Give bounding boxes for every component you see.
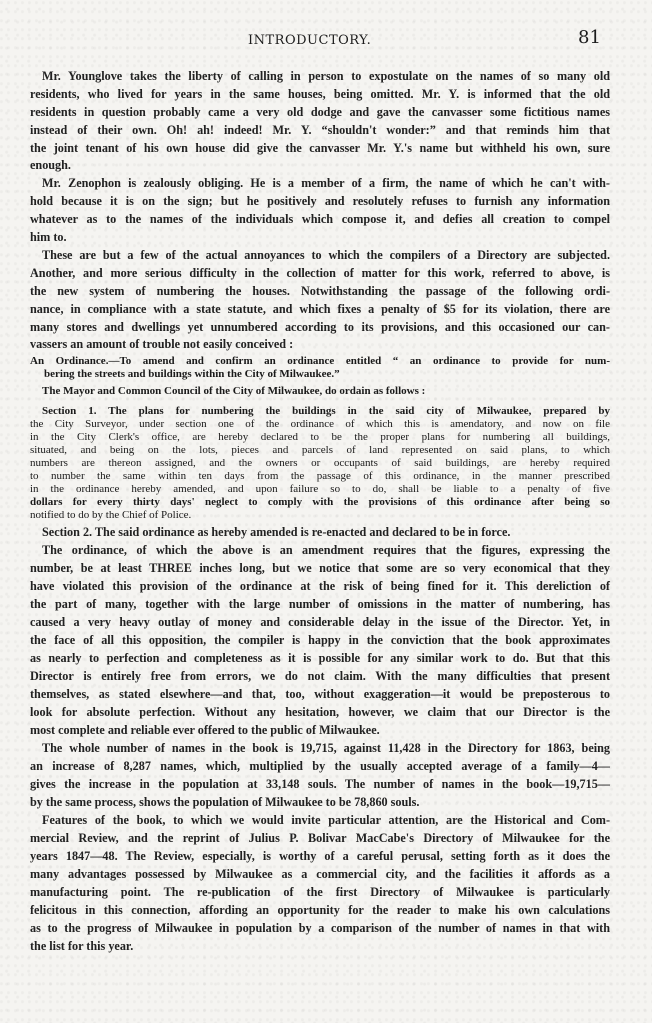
text-line: the list for this year.: [30, 939, 134, 953]
page-number: 81: [578, 27, 601, 48]
text-line: gives the increase in the population at 33,148 souls. The number of names in the book—19,715—: [30, 777, 610, 791]
text-line: the City Surveyor, under section one of the ordinance of which this is amendatory, and now on file: [30, 418, 610, 430]
text-line: felicitous in this connection, affording an opportunity for the reader to make his own calculations: [30, 903, 610, 917]
text-line: The ordinance, of which the above is an amendment requires that the figures, expressing the: [42, 543, 610, 557]
text-line: look for absolute perfection. Without any hesitation, however, we claim that our Director is the: [30, 705, 610, 719]
text-line: mercial Review, and the reprint of Julius P. Bolivar MacCabe's Directory of Milwaukee for the: [30, 831, 610, 845]
text-line: caused a very heavy outlay of money and considerable delay in the issue of the Director. Yet, in: [30, 615, 610, 629]
text-line: vassers an amount of trouble not easily conceived :: [30, 337, 294, 351]
text-line: The whole number of names in the book is 19,715, against 11,428 in the Directory for 1863, being: [42, 741, 610, 755]
text-line: residents, who lived for years in the same houses, being omitted. Mr. Y. is informed that the old: [30, 87, 610, 101]
text-line: many advantages possessed by Milwaukee as a commercial city, and the facilities it affords as a: [30, 867, 610, 881]
text-line: Mr. Younglove takes the liberty of calling in person to expostulate on the names of so many old: [42, 69, 610, 83]
text-line: numbers are thereon assigned, and the owners or occupants of said buildings, are hereby required: [30, 457, 610, 469]
text-line: in the ordinance hereby amended, and upon failure so to do, shall be liable to a penalty of five: [30, 483, 610, 495]
text-line: as nearly to perfection and completeness as it is possible for any similar work to do. But that this: [30, 651, 610, 665]
text-line: him to.: [30, 230, 67, 244]
text-line: number, be at least THREE inches long, but we notice that some are so very economical that they: [30, 561, 610, 575]
text-line: the joint tenant of his own house did give the canvasser Mr. Y.'s name but withheld his own, sure: [30, 141, 610, 155]
page-header: [0, 26, 652, 56]
text-line: Director is entirely free from errors, we do not claim. With the many difficulties that present: [30, 669, 610, 683]
text-line: dollars for every thirty days' neglect to comply with the provisions of this ordinance after being so: [30, 496, 610, 508]
text-line: themselves, as stated elsewhere—and that, too, without exaggeration—it would be preposterous to: [30, 687, 610, 701]
text-line: hold because it is on the sign; but he positively and resolutely refuses to furnish any information: [30, 194, 610, 208]
text-line: Section 2. The said ordinance as hereby amended is re-enacted and declared to be in force.: [42, 525, 511, 539]
text-line: These are but a few of the actual annoyances to which the compilers of a Directory are subjected.: [42, 248, 610, 262]
text-line: manufacturing point. The re-publication of the first Directory of Milwaukee is particularly: [30, 885, 610, 899]
text-line: Features of the book, to which we would invite particular attention, are the Historical and Com-: [42, 813, 610, 827]
text-line: Section 1. The plans for numbering the buildings in the said city of Milwaukee, prepared by: [42, 405, 610, 417]
text-line: to number the same within ten days from the passage of this ordinance, in the manner prescribed: [30, 470, 610, 482]
text-line: notified to do by the Chief of Police.: [30, 509, 192, 521]
text-line: nance, in compliance with a state statute, and which fixes a penalty of $5 for its violation, there are: [30, 302, 610, 316]
text-line: whatever as to the names of the individuals which compose it, and defies all creation to compel: [30, 212, 610, 226]
text-line: enough.: [30, 158, 71, 172]
text-line: An Ordinance.—To amend and confirm an ordinance entitled “ an ordinance to provide for num-: [30, 355, 610, 367]
text-line: in the City Clerk's office, are hereby declared to be the proper plans for numbering all buildings,: [30, 431, 610, 443]
text-line: instead of their own. Oh! ah! indeed! Mr. Y. “shouldn't wonder:” and that reminds him that: [30, 123, 610, 137]
text-line: the face of all this opposition, the compiler is happy in the conviction that the book approximates: [30, 633, 610, 647]
running-head: INTRODUCTORY.: [248, 33, 372, 48]
text-line: The Mayor and Common Council of the City of Milwaukee, do ordain as follows :: [42, 385, 426, 397]
text-line: many stores and dwellings yet unnumbered according to its provisions, and this occasioned our can-: [30, 320, 610, 334]
text-line: the new system of numbering the houses. Notwithstanding the passage of the following ordi-: [30, 284, 610, 298]
text-line: as to the progress of Milwaukee in population by a comparison of the number of names in that with: [30, 921, 610, 935]
text-line: Mr. Zenophon is zealously obliging. He is a member of a firm, the name of which he can't with-: [42, 176, 610, 190]
text-line: most complete and reliable ever offered to the public of Milwaukee.: [30, 723, 380, 737]
text-line: residents in question probably came a very old dodge and gave the canvasser some fictitious names: [30, 105, 610, 119]
text-line: bering the streets and buildings within the City of Milwaukee.”: [44, 368, 340, 380]
text-line: have violated this provision of the ordinance at the risk of being fined for it. This dereliction of: [30, 579, 610, 593]
text-line: years 1847—48. The Review, especially, is worthy of a careful perusal, setting forth as it does the: [30, 849, 610, 863]
text-line: an increase of 8,287 names, which, multiplied by the usually accepted average of a family—4—: [30, 759, 610, 773]
text-line: the part of many, together with the large number of omissions in the matter of numbering, has: [30, 597, 610, 611]
text-line: situated, and being on the lots, pieces and parcels of land represented on said plans, to which: [30, 444, 610, 456]
text-line: by the same process, shows the population of Milwaukee to be 78,860 souls.: [30, 795, 420, 809]
text-line: Another, and more serious difficulty in the collection of matter for this work, referred to above, is: [30, 266, 610, 280]
